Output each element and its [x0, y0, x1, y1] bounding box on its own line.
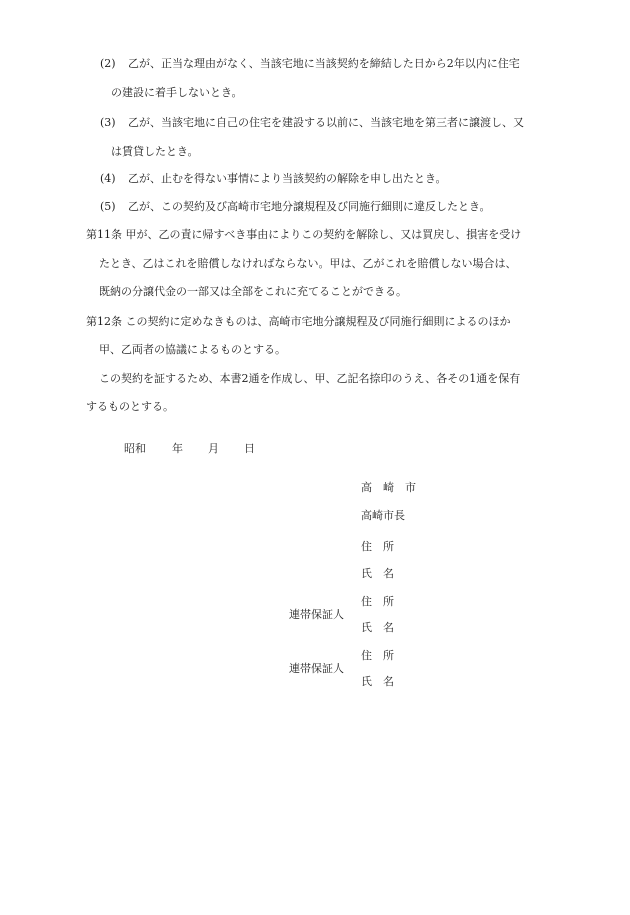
guarantor-1-label: 連帯保証人 [289, 608, 344, 621]
date-month: 月 [208, 442, 219, 455]
signature-party-address: 住 所 [361, 540, 394, 553]
item-number: (2) [100, 57, 116, 70]
guarantor-1-address: 住 所 [361, 595, 394, 608]
article-11-line2: たとき、乙はこれを賠償しなければならない。甲は、乙がこれを賠償しない場合は、 [99, 257, 517, 270]
item-number: (4) [100, 172, 116, 185]
signature-party-name: 氏 名 [361, 567, 394, 580]
guarantor-1-name: 氏 名 [361, 621, 394, 634]
date-era: 昭和 [124, 442, 146, 455]
guarantor-2-address: 住 所 [361, 649, 394, 662]
item-5 [100, 200, 491, 214]
date-day: 日 [244, 442, 255, 455]
closing-line1: この契約を証するため、本書2通を作成し、甲、乙記名捺印のうえ、各その1通を保有 [99, 372, 521, 385]
item-text: 乙が、正当な理由がなく、当該宅地に当該契約を締結した日から2年以内に住宅 [128, 57, 520, 70]
article-12-line2: 甲、乙両者の協議によるものとする。 [99, 343, 286, 356]
article-11-line1: 第11条 甲が、乙の責に帰すべき事由によりこの契約を解除し、又は買戻し、損害を受け [86, 228, 522, 241]
item-number: (5) [100, 200, 116, 213]
article-12-line1: 第12条 この契約に定めなきものは、高崎市宅地分譲規程及び同施行細則によるのほか [86, 315, 511, 328]
article-11-line3: 既納の分譲代金の一部又は全部をこれに充てることができる。 [99, 285, 407, 298]
signature-mayor: 高崎市長 [361, 509, 405, 522]
item-text: 乙が、当該宅地に自己の住宅を建設する以前に、当該宅地を第三者に譲渡し、又 [128, 116, 524, 129]
guarantor-2-name: 氏 名 [361, 675, 394, 688]
item-3 [100, 116, 524, 130]
item-2-cont: の建設に着手しないとき。 [111, 86, 243, 99]
date-year: 年 [172, 442, 183, 455]
signature-city: 高 崎 市 [361, 481, 416, 494]
item-3-cont: は賃貸したとき。 [111, 145, 199, 158]
item-number: (3) [100, 116, 116, 129]
closing-line2: するものとする。 [86, 400, 174, 413]
item-2 [100, 57, 520, 71]
guarantor-2-label: 連帯保証人 [289, 662, 344, 675]
item-4 [100, 172, 447, 186]
item-text: 乙が、この契約及び高崎市宅地分譲規程及び同施行細則に違反したとき。 [128, 200, 491, 213]
item-text: 乙が、止むを得ない事情により当該契約の解除を申し出たとき。 [128, 172, 447, 185]
